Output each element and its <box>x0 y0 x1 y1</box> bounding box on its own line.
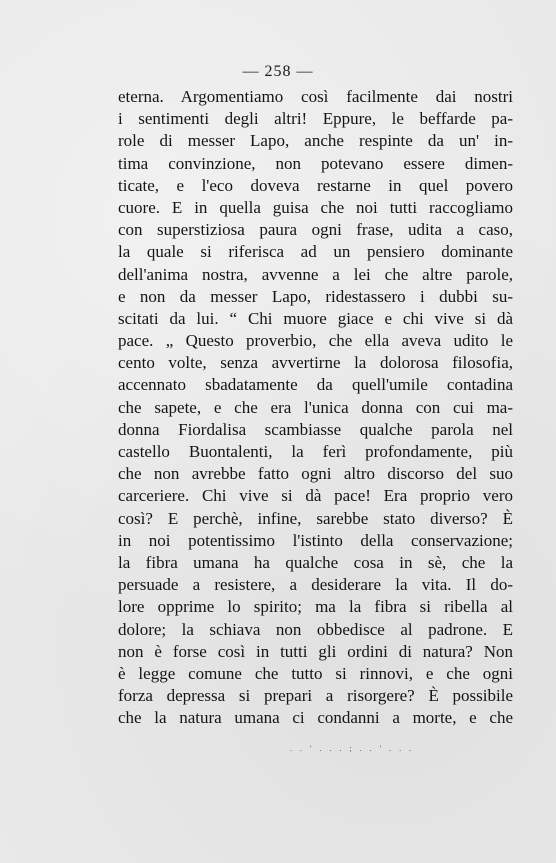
page-number: — 258 — <box>242 63 314 80</box>
text-line: che la natura umana ci condanni a morte, e che <box>118 708 513 728</box>
text-line: dolore; la schiava non obbedisce al padrone. E <box>118 619 513 639</box>
text-line: accennato sbadatamente da quell'umile contadina <box>118 375 513 395</box>
text-line: lore opprime lo spirito; ma la fibra si ribella al <box>118 597 513 617</box>
text-line: cento volte, senza avvertirne la dolorosa filosofia, <box>118 353 513 373</box>
text-line: dell'anima nostra, avvenne a lei che altre parole, <box>118 264 513 284</box>
text-line: tima convinzione, non potevano essere dimen- <box>118 153 513 173</box>
text-line: role di messer Lapo, anche respinte da un' in- <box>118 131 513 151</box>
text-line: è legge comune che tutto si rinnovi, e che ogni <box>118 663 513 683</box>
text-line: castello Buontalenti, la ferì profondamente, più <box>118 442 513 461</box>
text-line: la quale si riferisca ad un pensiero dominante <box>118 242 513 262</box>
text-line: eterna. Argomentiamo così facilmente dai nostri <box>118 87 513 106</box>
text-line: pace. „ Questo proverbio, che ella aveva udito le <box>118 331 513 351</box>
text-line: i sentimenti degli altri! Eppure, le beffarde pa- <box>118 109 513 129</box>
text-line: che sapete, e che era l'unica donna con cui ma- <box>118 397 513 417</box>
text-line: scitati da lui. “ Chi muore giace e chi vive si dà <box>118 308 513 328</box>
text-line: forza depressa si prepari a risorgere? È possibile <box>118 686 513 706</box>
text-line: in noi potentissimo l'istinto della conservazione; <box>118 530 513 550</box>
text-line: carceriere. Chi vive si dà pace! Era proprio vero <box>118 486 513 506</box>
text-line: così? E perchè, infine, sarebbe stato diverso? È <box>118 508 513 528</box>
text-line: e non da messer Lapo, ridestassero i dubbi su- <box>118 286 513 306</box>
text-line: donna Fiordalisa scambiasse qualche parola nel <box>118 419 513 439</box>
text-line: la fibra umana ha qualche cosa in sè, che la <box>118 552 513 572</box>
text-line: con superstiziosa paura ogni frase, udita a caso, <box>118 220 513 240</box>
text-line: ticate, e l'eco doveva restarne in quel povero <box>118 175 513 195</box>
bottom-print-marks: . . ' . . . ; . . ' . . . <box>290 744 415 753</box>
text-line: persuade a resistere, a desiderare la vita. Il do- <box>118 575 513 595</box>
text-line: cuore. E in quella guisa che noi tutti raccogliamo <box>118 197 513 217</box>
text-line: che non avrebbe fatto ogni altro discorso del suo <box>118 464 513 484</box>
body-text <box>118 86 513 729</box>
text-line: non è forse così in tutti gli ordini di natura? Non <box>118 641 513 661</box>
